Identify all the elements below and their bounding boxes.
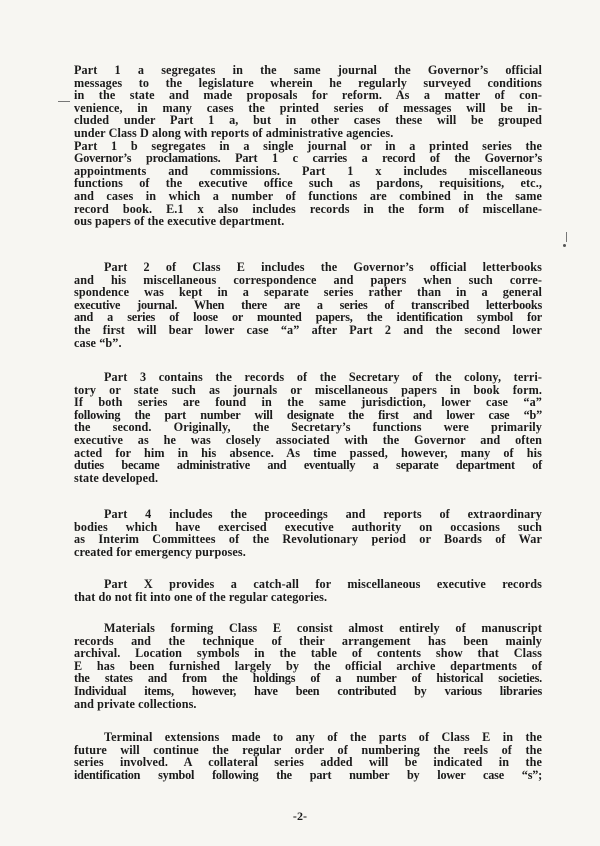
text-line: Part 4 includes the proceedings and reports of extraordinary	[104, 507, 542, 521]
text-line: records and the technique of their arrangement has been mainly	[74, 633, 542, 648]
text-line: spondence was kept in a separate series rather than in a general	[74, 285, 542, 300]
text-line: E has been furnished largely by the official archive departments of	[74, 658, 542, 673]
text-line: and his miscellaneous correspondence and papers when such corre-	[74, 272, 542, 287]
scan-speck	[563, 244, 566, 247]
text-line: cluded under Part 1 a, but in other cases these will be grouped	[74, 113, 542, 128]
paragraph-terminal-extensions	[74, 731, 542, 781]
paragraph-part-x	[74, 578, 542, 603]
text-line: under Class D along with reports of administrative agencies.	[74, 125, 394, 140]
paragraph-part-2	[74, 261, 542, 349]
text-line: case “b”.	[74, 335, 122, 350]
text-line: and private collections.	[74, 696, 197, 711]
text-line: Part 1 a segregates in the same journal the Governor’s official	[74, 63, 542, 77]
text-line: created for emergency purposes.	[74, 544, 246, 559]
text-line: state developed.	[74, 470, 159, 485]
text-line: as Interim Committees of the Revolutionary period or Boards of War	[74, 532, 542, 547]
paragraph-part-3	[74, 371, 542, 484]
text-line: tory or state such as journals or miscellaneous papers in book form.	[74, 382, 542, 397]
text-line: the second. Originally, the Secretary’s functions were primarily	[74, 420, 542, 435]
text-line: duties became administrative and eventually a separate department of	[74, 458, 542, 473]
text-line: Part 3 contains the records of the Secretary of the colony, terri-	[104, 370, 542, 384]
paragraph-materials	[74, 622, 542, 710]
text-line: ous papers of the executive department.	[74, 214, 285, 229]
text-line: the first will bear lower case “a” after Part 2 and the second lower	[74, 322, 542, 337]
text-line: record book. E.1 x also includes records in the form of miscellane-	[74, 201, 542, 216]
page-number: -2-	[292, 809, 308, 823]
text-line: acted for him in his absence. As time passed, however, many of his	[74, 445, 542, 460]
text-line: functions of the executive office such as pardons, requisitions, etc.,	[74, 176, 542, 191]
paragraph-part-1	[74, 64, 542, 228]
text-line: and cases in which a number of functions are combined in the same	[74, 188, 542, 203]
text-line: If both series are found in the same jurisdiction, lower case “a”	[74, 395, 542, 410]
text-line: appointments and commissions. Part 1 x includes miscellaneous	[74, 163, 542, 178]
text-line: Terminal extensions made to any of the parts of Class E in the	[104, 730, 542, 744]
text-line: Materials forming Class E consist almost entirely of manuscript	[104, 621, 542, 635]
paragraph-part-4	[74, 508, 542, 558]
text-line: executive as he was closely associated with the Governor and often	[74, 432, 542, 447]
text-line: Individual items, however, have been contributed by various libraries	[74, 683, 542, 698]
text-line: executive journal. When there are a series of transcribed letterbooks	[74, 297, 542, 312]
text-line: and a series of loose or mounted papers, the identification symbol for	[74, 310, 542, 325]
text-line: Part 1 b segregates in a single journal or in a printed series the	[74, 138, 542, 153]
text-line: future will continue the regular order of numbering the reels of the	[74, 742, 542, 757]
text-line: bodies which have exercised executive authority on occasions such	[74, 519, 542, 534]
text-line: Governor’s proclamations. Part 1 c carries a record of the Governor’s	[74, 151, 542, 166]
text-line: in the state and made proposals for reform. As a matter of con-	[74, 88, 542, 103]
text-line: Part X provides a catch-all for miscellaneous executive records	[104, 577, 542, 591]
text-line: archival. Location symbols in the table of contents show that Class	[74, 646, 542, 661]
text-line: series involved. A collateral series added will be indicated in the	[74, 755, 542, 770]
text-line: messages to the legislature wherein he regularly surveyed conditions	[74, 75, 542, 90]
scan-mark	[566, 232, 567, 242]
text-line: following the part number will designate the first and lower case “b”	[74, 407, 542, 422]
text-line: that do not fit into one of the regular categories.	[74, 589, 328, 604]
text-line: Part 2 of Class E includes the Governor’s official letterbooks	[104, 260, 542, 274]
text-line: venience, in many cases the printed series of messages will be in-	[74, 100, 542, 115]
scan-mark	[58, 101, 70, 102]
text-line: the states and from the holdings of a number of historical societies.	[74, 671, 542, 686]
text-line: identification symbol following the part number by lower case “s”;	[74, 767, 542, 782]
